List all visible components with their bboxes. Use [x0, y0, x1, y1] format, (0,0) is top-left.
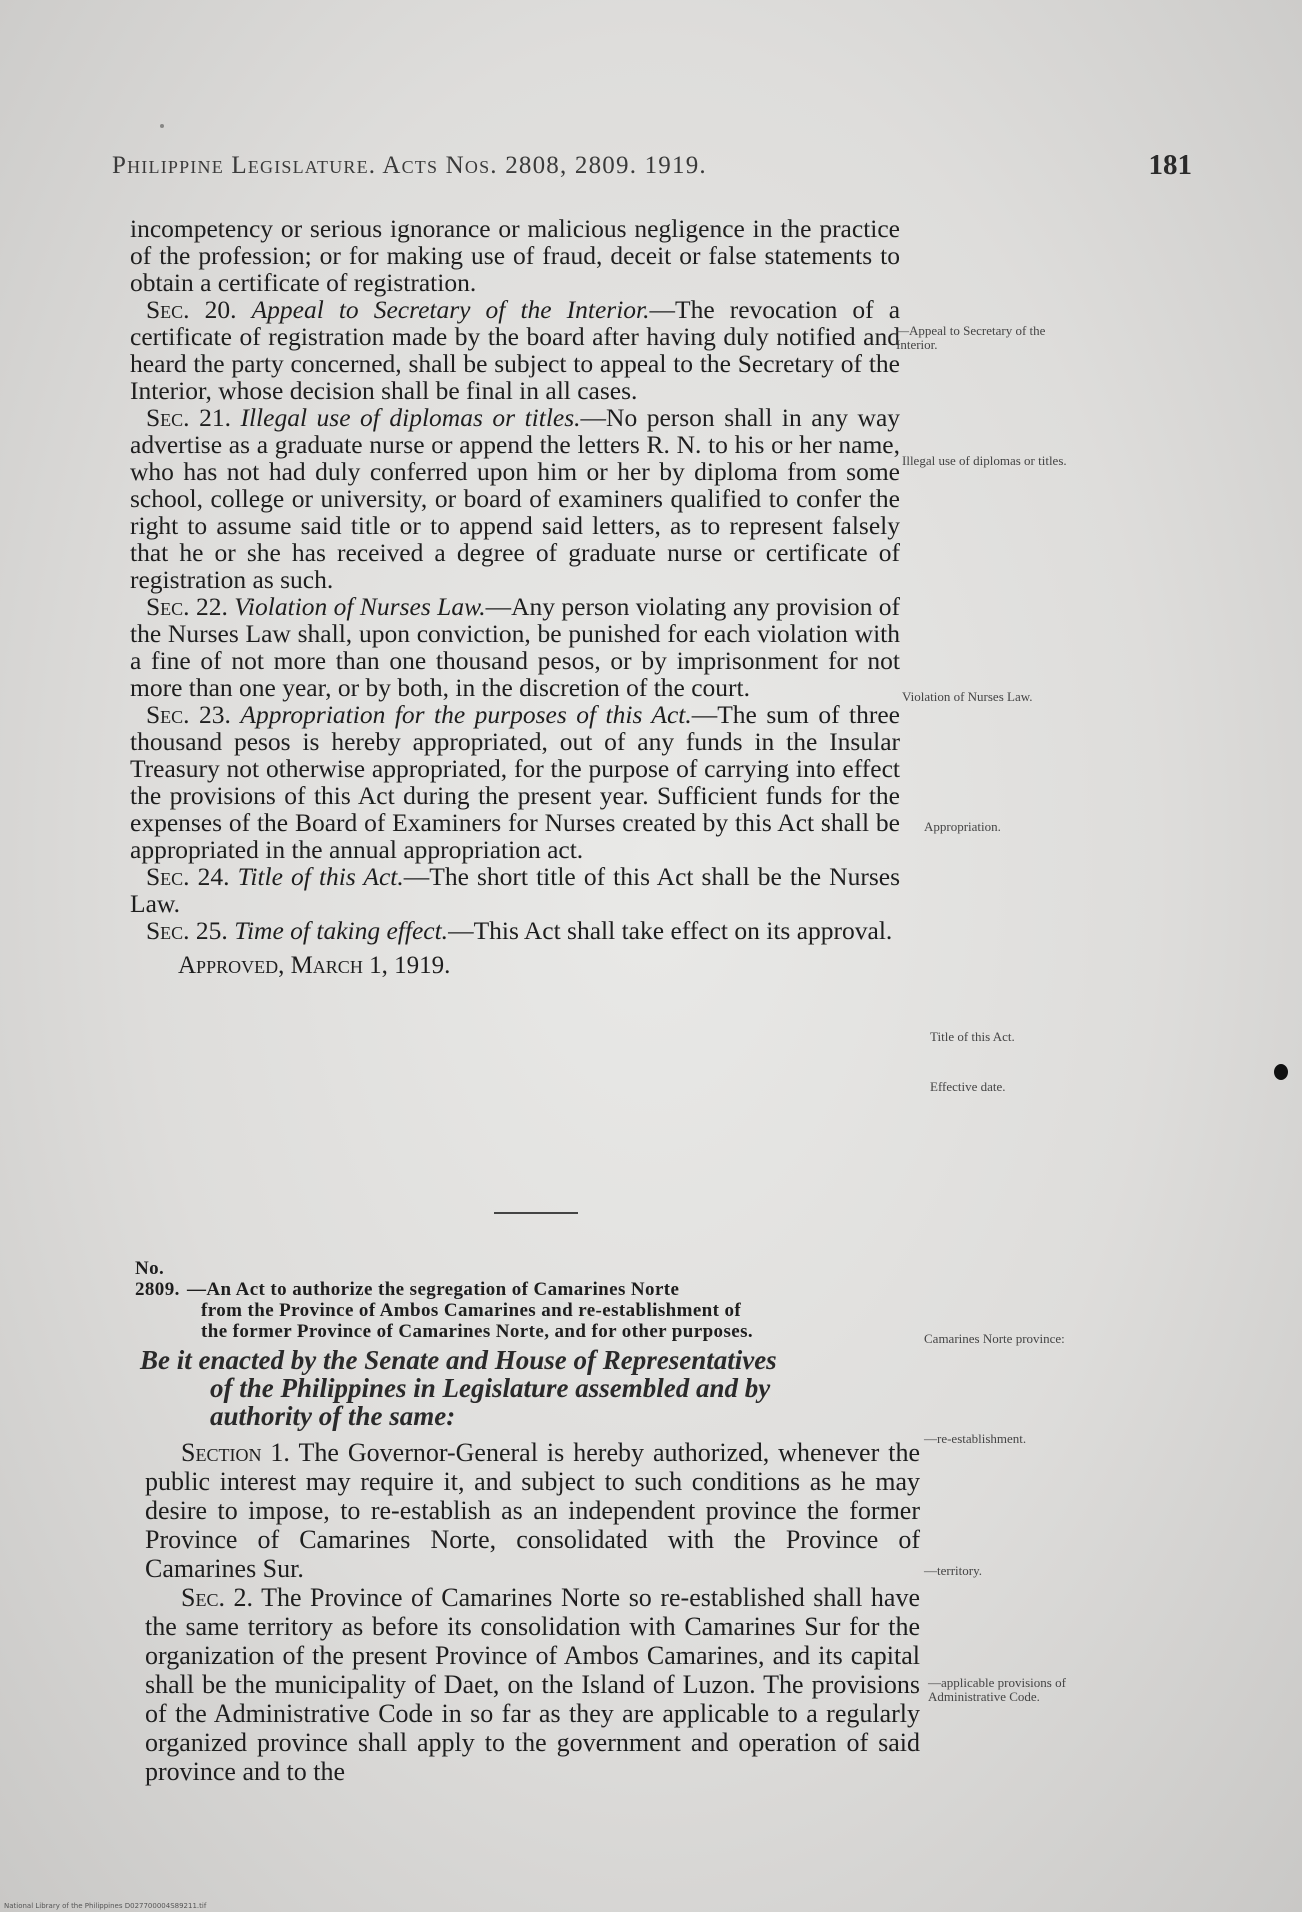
- act-heading-line: —An Act to authorize the segregation of Camarines Norte: [187, 1279, 680, 1300]
- body-text-part2: [145, 1438, 920, 1786]
- section-label: Sec. 23.: [146, 700, 231, 729]
- section-text: —The short title of this Act shall be the Nurses Law.: [130, 862, 901, 918]
- margin-note-camarines: Camarines Norte province:: [924, 1331, 1065, 1346]
- margin-note-reestablishment: —re-establishment.: [924, 1431, 1027, 1446]
- section-label: Sec. 24.: [146, 862, 230, 891]
- margin-note-effective: Effective date.: [930, 1079, 1006, 1094]
- section-title: Illegal use of diplomas or titles.: [240, 403, 581, 432]
- section-title: Title of this Act.: [237, 862, 404, 891]
- enacting-clause: [140, 1346, 920, 1430]
- section-text: The Governor-General is hereby authorized, whenever the public interest may require it, and subject to such conditions as he may desire to impose, to re-establish as an independent province the former Province of Camarines Norte, consolidated with the Province of Camarines Sur.: [145, 1438, 920, 1583]
- section-label: Sec. 21.: [146, 403, 231, 432]
- section-text: The Province of Camarines Norte so re-established shall have the same territory as before its consolidation with Camarines Sur for the organization of the present Province of Ambos Camarines, and its capital shall be the municipality of Daet, on the Island of Luzon. The provisions of the Administrative Code in so far as they are applicable to a regularly organized province shall apply to the government and operation of said province and to the: [145, 1583, 921, 1786]
- section-label: Sec. 2.: [181, 1583, 254, 1612]
- margin-note-applicable: —applicable provisions of Administrative Code.: [928, 1675, 1066, 1704]
- section-text: —This Act shall take effect on its approval.: [448, 916, 893, 945]
- section-text: —The sum of three thousand pesos is hereby appropriated, out of any funds in the Insular Treasury not otherwise appropriated, for the purpose of carrying into effect the provisions of this Act during the present year. Sufficient funds for the expenses of the Board of Examiners for Nurses created by this Act shall be appropriated in the annual appropriation act.: [130, 700, 900, 864]
- approval-date: Approved, March 1, 1919.: [178, 952, 451, 979]
- act-heading-line: the former Province of Camarines Norte, and for other purposes.: [201, 1321, 754, 1342]
- margin-note-title: Title of this Act.: [930, 1029, 1015, 1044]
- section-22: [130, 593, 900, 701]
- enacting-line: authority of the same:: [210, 1401, 456, 1431]
- section-21: [130, 404, 900, 593]
- body-text-part1: [130, 215, 900, 979]
- act-number: No. 2809.: [135, 1258, 180, 1300]
- section-label: Sec. 22.: [146, 592, 228, 621]
- section-label: Sec. 20.: [146, 295, 237, 324]
- section-2: [145, 1583, 920, 1786]
- section-25: [130, 917, 900, 944]
- section-title: Appeal to Secretary of the Interior.: [251, 295, 650, 324]
- enacting-line: of the Philippines in Legislature assembled and by: [210, 1373, 771, 1403]
- section-title: Time of taking effect.: [234, 916, 449, 945]
- page-header: [112, 149, 1192, 192]
- act-2809-heading: [135, 1258, 915, 1342]
- margin-note-violation: Violation of Nurses Law.: [902, 689, 1033, 704]
- section-1: [145, 1438, 920, 1583]
- section-label: Sec. 25.: [146, 916, 228, 945]
- section-20: [130, 296, 900, 404]
- margin-note-illegal-use: Illegal use of diplomas or titles.: [902, 453, 1067, 468]
- margin-note-appeal: —Appeal to Secretary of the Interior.: [896, 323, 1046, 352]
- scan-speck: [160, 124, 164, 128]
- section-text: —Any person violating any provision of the Nurses Law shall, upon conviction, be punished for each violation with a fine of not more than one thousand pesos, or by imprisonment for not more than one year, or by both, in the discretion of the court.: [130, 592, 901, 702]
- section-text: —No person shall in any way advertise as a graduate nurse or append the letters R. N. to his or her name, who has not had duly conferred upon him or her by diploma from some school, college or university, or board of examiners qualified to confer the right to assume said title or to append said letters, as to represent falsely that he or she has received a degree of graduate nurse or certificate of registration as such.: [130, 403, 901, 594]
- margin-note-appropriation: Appropriation.: [924, 819, 1001, 834]
- opening-paragraph: incompetency or serious ignorance or malicious negligence in the practice of the profession; or for making use of fraud, deceit or false statements to obtain a certificate of registration.: [130, 214, 900, 297]
- act-heading-line: from the Province of Ambos Camarines and re-establishment of: [201, 1300, 742, 1321]
- section-title: Violation of Nurses Law.: [234, 592, 486, 621]
- scan-speck: [1274, 1064, 1288, 1080]
- enacting-line: Be it enacted by the Senate and House of Representatives: [140, 1345, 777, 1375]
- section-divider-rule: [494, 1212, 578, 1214]
- page-number: 181: [1148, 149, 1192, 181]
- section-title: Appropriation for the purposes of this Act.: [240, 700, 692, 729]
- running-head: Philippine Legislature. Acts Nos. 2808, 2809. 1919.: [112, 152, 707, 179]
- margin-note-territory: —territory.: [924, 1563, 982, 1578]
- section-24: [130, 863, 900, 917]
- section-text: —The revocation of a certificate of registration made by the board after having duly notified and heard the party concerned, shall be subject to appeal to the Secretary of the Interior, whose decision shall be final in all cases.: [130, 295, 901, 405]
- section-23: [130, 701, 900, 863]
- scan-footer-label: National Library of the Philippines D027700004S89211.tif: [4, 1902, 207, 1910]
- section-label: Section 1.: [181, 1438, 290, 1467]
